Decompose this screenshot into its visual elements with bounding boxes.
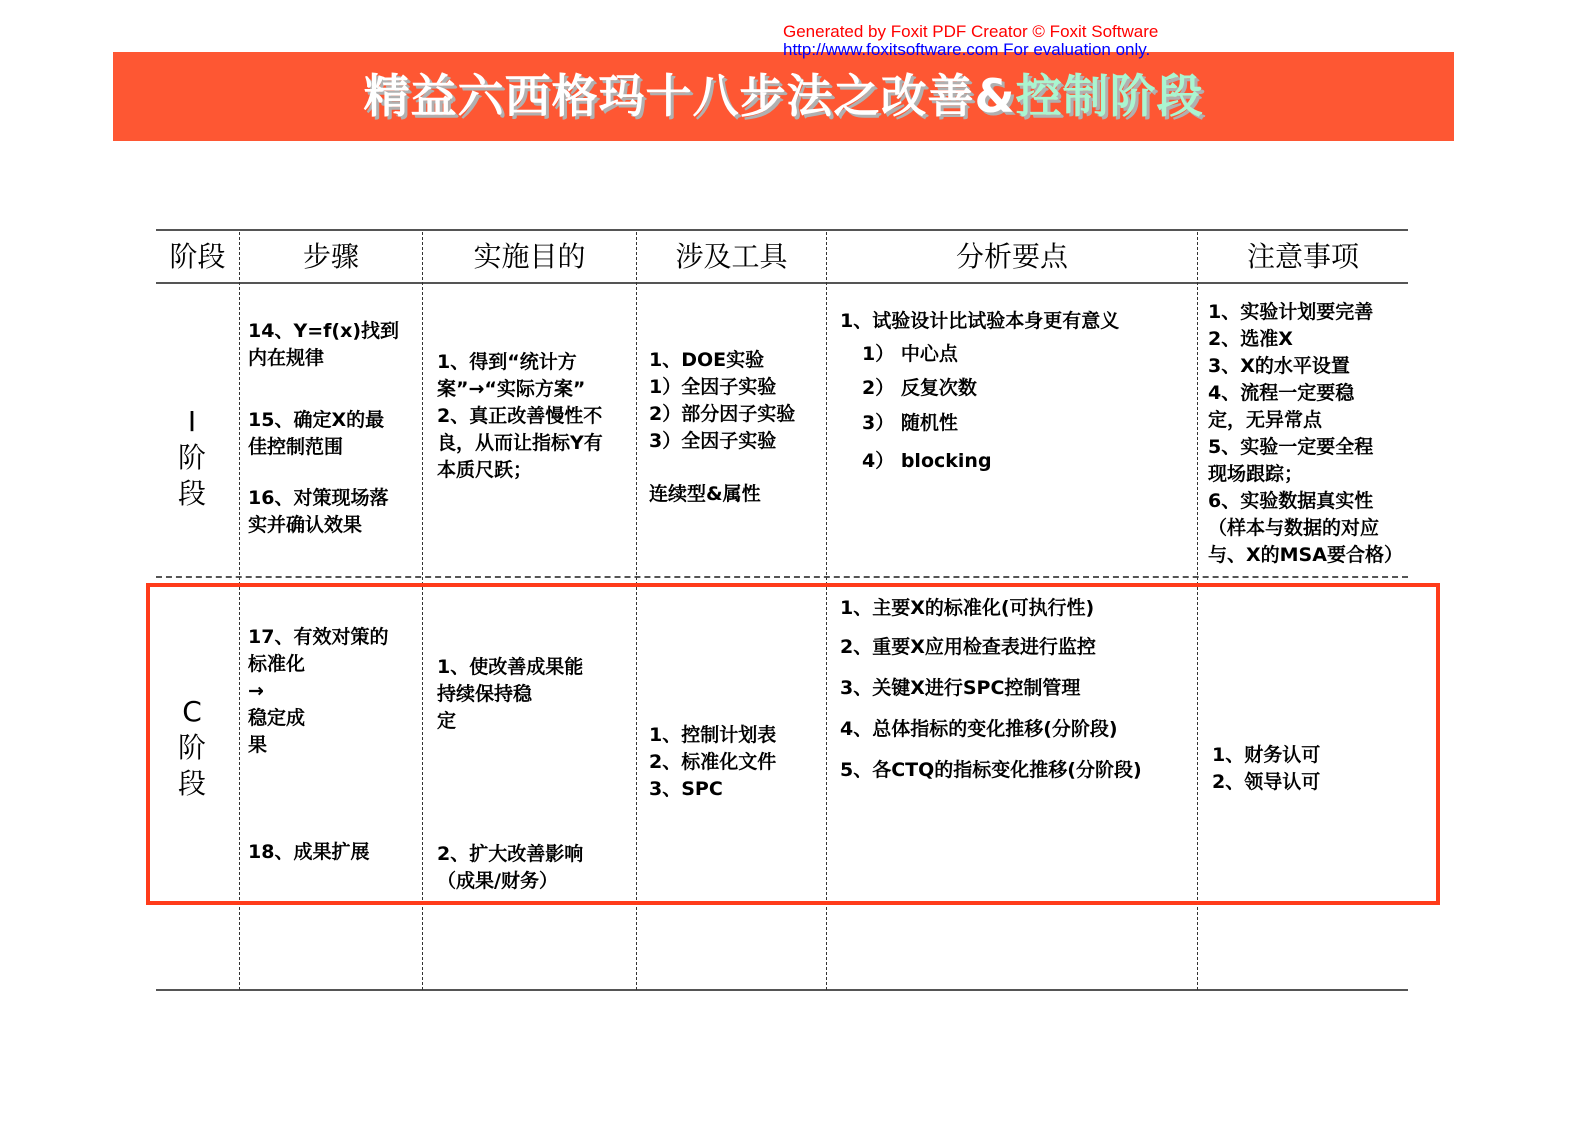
- tools-c: 1、控制计划表 2、标准化文件 3、SPC: [649, 724, 777, 800]
- header-steps: 步骤: [302, 240, 359, 273]
- header-purpose: 实施目的: [473, 240, 586, 273]
- analysis-i-2: 1） 中心点: [862, 343, 958, 365]
- purpose-c-1: 1、使改善成果能 持续保持稳 定: [437, 656, 584, 732]
- purpose-c-2: 2、扩大改善影响 （成果/财务）: [437, 843, 584, 892]
- notes-i: 1、实验计划要完善 2、选准X 3、X的水平设置 4、流程一定要稳 定，无异常点 5、实验一定要全程 现场跟踪； 6、实验数据真实性 （样本与数据的对应 与、X的MSA要合格）: [1208, 301, 1403, 566]
- step-18: 18、成果扩展: [248, 841, 370, 863]
- analysis-c-1: 1、主要X的标准化(可执行性): [840, 597, 1095, 619]
- title-main: 精益六西格玛十八步法之改善&: [363, 69, 1016, 123]
- header-tools: 涉及工具: [675, 240, 788, 273]
- table-bottom-rule: [156, 989, 1408, 991]
- watermark-line2: http://www.foxitsoftware.com For evaluation only.: [783, 40, 1151, 59]
- tools-i: 1、DOE实验 1）全因子实验 2）部分因子实验 3）全因子实验: [649, 349, 796, 452]
- header-notes: 注意事项: [1246, 240, 1359, 273]
- title-highlight: 控制阶段: [1015, 69, 1204, 123]
- notes-c: 1、财务认可 2、领导认可: [1212, 744, 1321, 793]
- analysis-c-4: 4、总体指标的变化推移(分阶段): [840, 718, 1118, 740]
- analysis-i-3: 2） 反复次数: [862, 377, 977, 399]
- analysis-c-5: 5、各CTQ的指标变化推移(分阶段): [840, 759, 1142, 781]
- purpose-i: 1、得到“统计方 案”→“实际方案” 2、真正改善慢性不 良，从而让指标Y有 本质尺跃；: [437, 351, 603, 481]
- title-banner: [113, 52, 1454, 141]
- analysis-i-4: 3） 随机性: [862, 412, 958, 434]
- step-16: 16、对策现场落 实并确认效果: [248, 487, 389, 536]
- analysis-c-3: 3、关键X进行SPC控制管理: [840, 677, 1081, 699]
- step-14: 14、Y=f(x)找到 内在规律: [248, 320, 400, 369]
- analysis-c-2: 2、重要X应用检查表进行监控: [840, 636, 1096, 658]
- stage-i: I 阶 段: [177, 405, 206, 510]
- analysis-i-1: 1、试验设计比试验本身更有意义: [840, 310, 1120, 332]
- analysis-i-5: 4） blocking: [862, 450, 992, 472]
- header-analysis: 分析要点: [955, 240, 1068, 273]
- stage-c: C 阶 段: [177, 695, 206, 800]
- table-top-rule: [156, 229, 1408, 231]
- page-title: [363, 69, 1203, 123]
- step-17: 17、有效对策的 标准化 → 稳定成 果: [248, 626, 389, 756]
- row-divider: [156, 576, 1408, 578]
- header-stage: 阶段: [169, 240, 226, 273]
- watermark-line1: Generated by Foxit PDF Creator © Foxit Software: [783, 22, 1159, 41]
- tools-i-type: 连续型&属性: [649, 483, 761, 505]
- step-15: 15、确定X的最 佳控制范围: [248, 409, 385, 458]
- header-rule: [156, 282, 1408, 284]
